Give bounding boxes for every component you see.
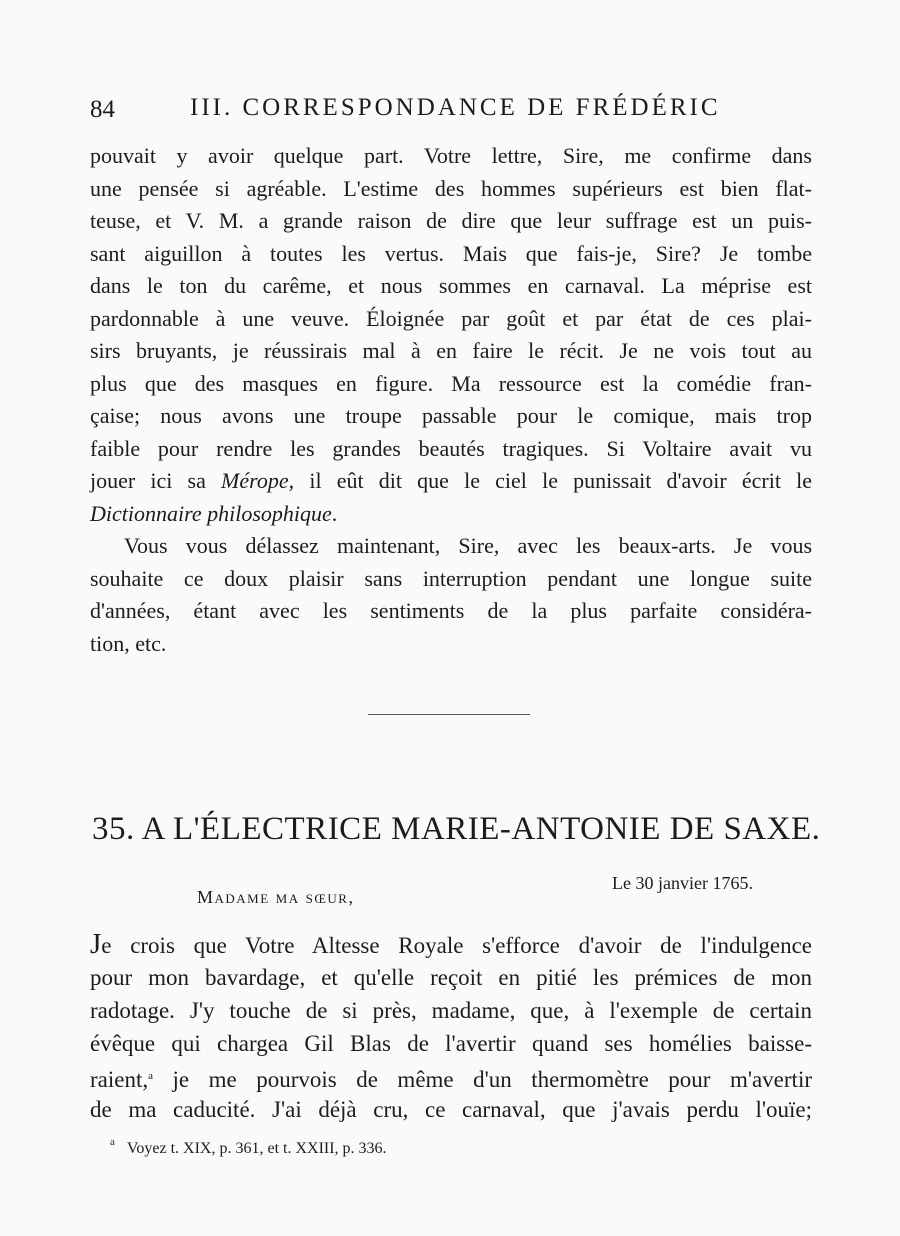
- text-line: jouer ici sa Mérope, il eût dit que le ciel le punissait d'avoir écrit le: [90, 468, 812, 493]
- text-line: Je crois que Votre Altesse Royale s'efforce d'avoir de l'indulgence: [90, 928, 812, 960]
- text-line: une pensée si agréable. L'estime des hommes supérieurs est bien flat-: [90, 175, 812, 201]
- text-line: teuse, et V. M. a grande raison de dire que leur suffrage est un puis-: [90, 208, 812, 233]
- text-line: faible pour rendre les grandes beautés tragiques. Si Voltaire avait vu: [90, 435, 812, 461]
- letter-continuation: [90, 140, 812, 660]
- running-head: [90, 92, 810, 128]
- text-line: de ma caducité. J'ai déjà cru, ce carnaval, que j'avais perdu l'ouïe;: [90, 1097, 812, 1122]
- text-line: pouvait y avoir quelque part. Votre lettre, Sire, me confirme dans: [90, 143, 812, 168]
- text-line: plus que des masques en figure. Ma ressource est la comédie fran-: [90, 370, 812, 396]
- page-number: 84: [90, 96, 115, 123]
- text-line: pour mon bavardage, et qu'elle reçoit en pitié les prémices de mon: [90, 965, 812, 990]
- footnote: [110, 1136, 387, 1158]
- letter-date: Le 30 janvier 1765.: [612, 873, 753, 893]
- running-title: III. CORRESPONDANCE DE FRÉDÉRIC: [190, 94, 721, 121]
- text-line: dans le ton du carême, et nous sommes en carnaval. La méprise est: [90, 273, 812, 298]
- section-divider: [368, 714, 530, 715]
- footnote-marker: a: [110, 1136, 115, 1148]
- text-line: çaise; nous avons une troupe passable pour le comique, mais trop: [90, 403, 812, 428]
- letter-body: [90, 928, 812, 1126]
- drop-letter: J: [90, 928, 102, 960]
- text-line: Dictionnaire philosophique.: [90, 500, 338, 526]
- footnote-text: Voyez t. XIX, p. 361, et t. XXIII, p. 336.: [126, 1140, 387, 1157]
- text-line: sant aiguillon à toutes les vertus. Mais que fais-je, Sire? Je tombe: [90, 240, 812, 266]
- text-line: radotage. J'y touche de si près, madame, que, à l'exemple de certain: [90, 998, 812, 1023]
- letter-heading: 35. A L'ÉLECTRICE MARIE-ANTONIE DE SAXE.: [92, 811, 821, 847]
- italic-title: Mérope,: [221, 468, 295, 493]
- footnote-marker: a: [148, 1070, 153, 1082]
- text-line: tion, etc.: [90, 630, 167, 656]
- text-line: raient,$^a$ je me pourvois de même d'un thermomètre pour m'avertir: [90, 1067, 812, 1092]
- text-line: Vous vous délassez maintenant, Sire, avec les beaux-arts. Je vous: [124, 533, 812, 558]
- italic-title: Dictionnaire philosophique: [90, 500, 332, 526]
- text-line: d'années, étant avec les sentiments de la plus parfaite considéra-: [90, 598, 812, 623]
- salutation: Madame ma sœur,: [197, 887, 355, 907]
- text-line: souhaite ce doux plaisir sans interruption pendant une longue suite: [90, 565, 812, 591]
- text-line: sirs bruyants, je réussirais mal à en faire le récit. Je ne vois tout au: [90, 338, 812, 363]
- text-line: évêque qui chargea Gil Blas de l'avertir quand ses homélies baisse-: [90, 1031, 812, 1056]
- text-line: pardonnable à une veuve. Éloignée par goût et par état de ces plai-: [90, 305, 812, 331]
